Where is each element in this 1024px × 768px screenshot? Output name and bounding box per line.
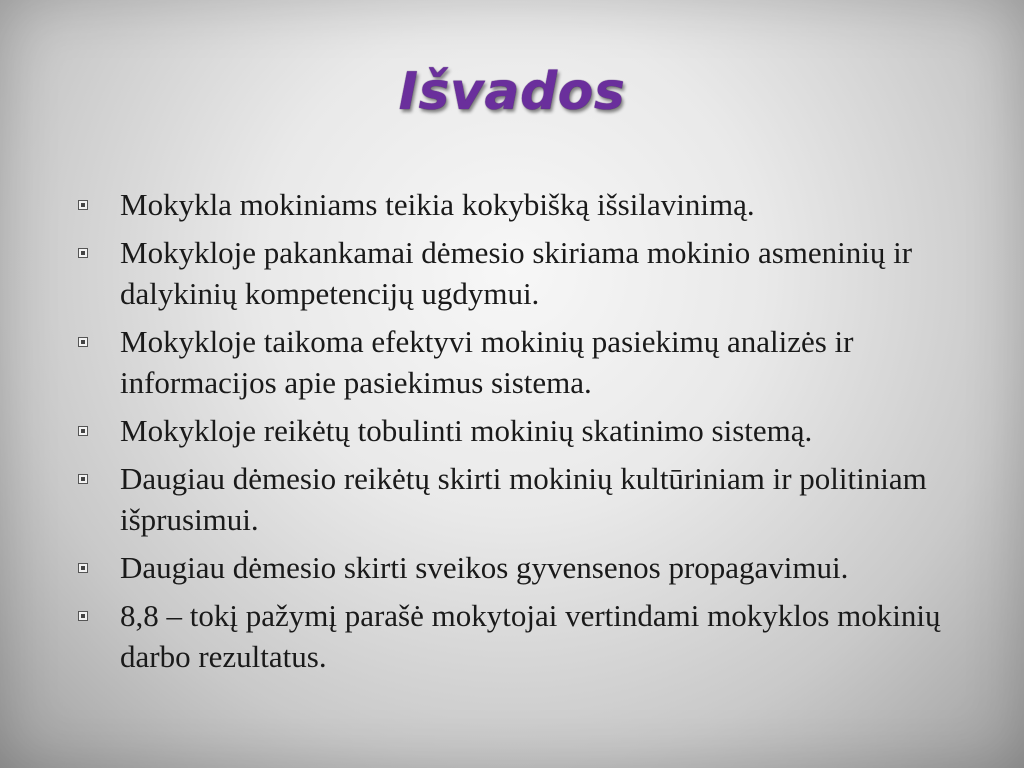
square-bullet-icon xyxy=(78,611,88,621)
bullet-text: Daugiau dėmesio skirti sveikos gyvensenos propagavimui. xyxy=(120,550,849,585)
square-bullet-icon xyxy=(78,474,88,484)
square-bullet-icon xyxy=(78,200,88,210)
square-bullet-icon xyxy=(78,337,88,347)
square-bullet-icon xyxy=(78,563,88,573)
bullet-text: 8,8 – tokį pažymį parašė mokytojai vertindami mokyklos mokinių darbo rezultatus. xyxy=(120,598,941,674)
bullet-text: Mokykla mokiniams teikia kokybišką išsilavinimą. xyxy=(120,187,755,222)
square-bullet-icon xyxy=(78,426,88,436)
list-item xyxy=(78,232,968,314)
list-item xyxy=(78,184,968,225)
square-bullet-icon xyxy=(78,248,88,258)
list-item xyxy=(78,410,968,451)
bullet-text: Daugiau dėmesio reikėtų skirti mokinių kultūriniam ir politiniam išprusimui. xyxy=(120,461,927,537)
list-item xyxy=(78,458,968,540)
bullet-text: Mokykloje pakankamai dėmesio skiriama mokinio asmeninių ir dalykinių kompetencijų ugdymui. xyxy=(120,235,913,311)
list-item xyxy=(78,547,968,588)
slide-title: Išvados xyxy=(398,62,626,122)
bullet-text: Mokykloje taikoma efektyvi mokinių pasiekimų analizės ir informacijos apie pasiekimus sistema. xyxy=(120,324,854,400)
bullet-text: Mokykloje reikėtų tobulinti mokinių skatinimo sistemą. xyxy=(120,413,813,448)
bullet-list xyxy=(78,184,968,684)
list-item xyxy=(78,321,968,403)
list-item xyxy=(78,595,968,677)
